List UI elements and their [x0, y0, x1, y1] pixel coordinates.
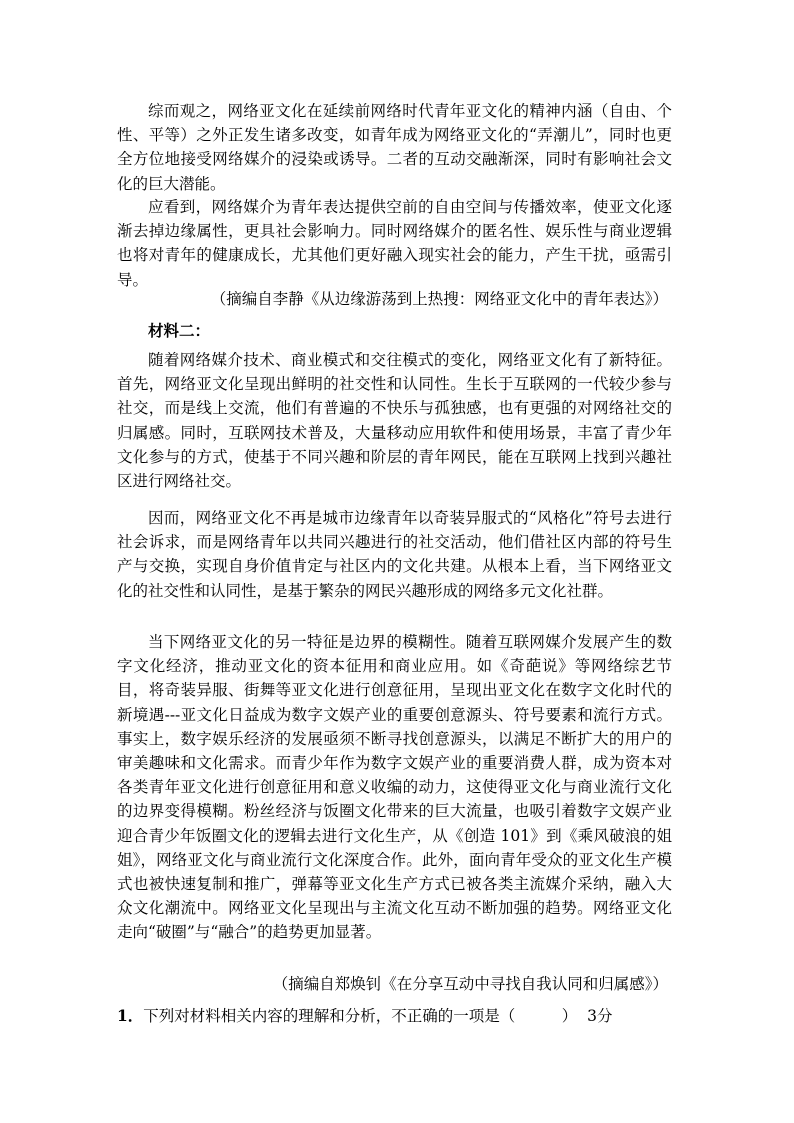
question-1 — [117, 1004, 613, 1028]
section-heading-material-2: 材料二： — [148, 321, 211, 340]
source-citation-1: （摘编自李静《从边缘游荡到上热搜：网络亚文化中的青年表达》） — [210, 290, 668, 308]
source-citation-2: （摘编自郑焕钊《在分享互动中寻找自我认同和归属感》） — [272, 975, 668, 993]
paragraph-3: 随着网络媒介技术、商业模式和交往模式的变化，网络亚文化有了新特征。首先，网络亚文化呈现出鲜明的社交性和认同性。生长于互联网的一代较少参与社交，而是线上交流，他们有普遍的不快乐与孤独感，也有更强的对网络社交的归属感。同时，互联网技术普及，大量移动应用软件和使用场景，丰富了青少年文化参与的方式，使基于不同兴趣和阶层的青年网民，能在互联网上找到兴趣社区进行网络社交。 — [117, 351, 672, 491]
paragraph-4: 因而，网络亚文化不再是城市边缘青年以奇装异服式的“风格化”符号去进行社会诉求，而是网络青年以共同兴趣进行的社交活动，他们借社区内部的符号生产与交换，实现自身价值肯定与社区内的文化共建。从根本上看，当下网络亚文化的社交性和认同性，是基于繁杂的网民兴趣形成的网络多元文化社群。 — [117, 509, 672, 600]
paragraph-2: 应看到，网络媒介为青年表达提供空前的自由空间与传播效率，使亚文化逐渐去掉边缘属性，更具社会影响力。同时网络媒介的匿名性、娱乐性与商业逻辑也将对青年的健康成长，尤其他们更好融入现实社会的能力，产生干扰，亟需引导。 — [117, 198, 672, 289]
paragraph-5: 当下网络亚文化的另一特征是边界的模糊性。随着互联网媒介发展产生的数字文化经济，推动亚文化的资本征用和商业应用。如《奇葩说》等网络综艺节目，将奇装异服、街舞等亚文化进行创意征用，呈现出亚文化在数字文化时代的新境遇---亚文化日益成为数字文娱产业的重要创意源头、符号要素和流行方式。事实上，数字娱乐经济的发展亟须不断寻找创意源头，以满足不断扩大的用户的审美趣味和文化需求。而青少年作为数字文娱产业的重要消费人群，成为资本对各类青年亚文化进行创意征用和意义收编的动力，这使得亚文化与商业流行文化的边界变得模糊。粉丝经济与饭圈文化带来的巨大流量，也吸引着数字文娱产业迎合青少年饭圈文化的逻辑去进行文化生产，从《创造 101》到《乘风破浪的姐姐》，网络亚文化与商业流行文化深度合作。此外，面向青年受众的亚文化生产模式也被快速复制和推广，弹幕等亚文化生产方式已被各类主流媒介采纳，融入大众文化潮流中。网络亚文化呈现出与主流文化互动不断加强的趋势。网络亚文化走向“破圈”与“融合”的趋势更加显著。 — [117, 633, 672, 942]
paragraph-1: 综而观之，网络亚文化在延续前网络时代青年亚文化的精神内涵（自由、个性、平等）之外正发生诸多改变，如青年成为网络亚文化的“弄潮儿”，同时也更全方位地接受网络媒介的浸染或诱导。二者的互动交融渐深，同时有影响社会文化的巨大潜能。 — [117, 102, 672, 193]
question-text: 下列对材料相关内容的理解和分析，不正确的一项是（ ） — [143, 1007, 578, 1025]
question-number: 1． — [117, 1006, 144, 1025]
question-score: 3分 — [587, 1007, 613, 1025]
